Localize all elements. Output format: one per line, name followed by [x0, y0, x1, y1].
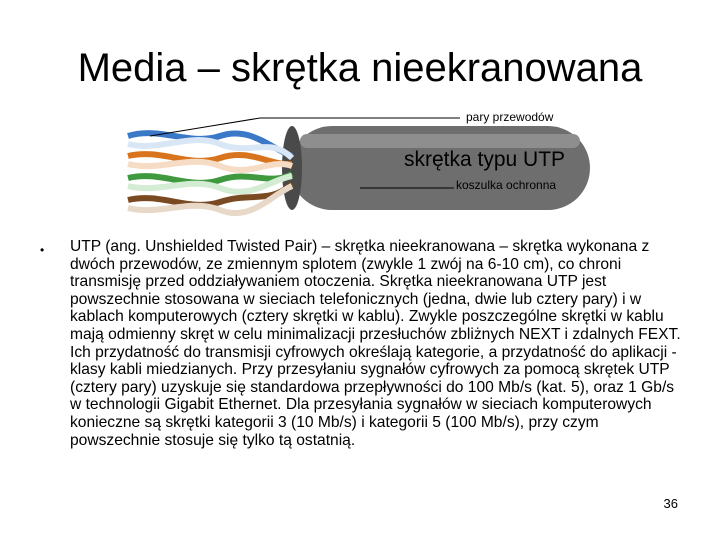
bullet-marker: • [40, 243, 45, 257]
page-number: 36 [663, 496, 678, 511]
slide-title: Media – skrętka nieekranowana [77, 46, 643, 90]
cable-end [282, 126, 302, 210]
body-paragraph: UTP (ang. Unshielded Twisted Pair) – skrętka nieekranowana – skrętka wykonana z dwóch przewodów, ze zmiennym splotem (zwykle 1 zwój na 6-10 cm), co chroni transmisję przed oddziaływaniem otoczenia. Skrętka nieekranowana UTP jest powszechnie stosowana w sieciach telefonicznych (jedna, dwie lub cztery pary) i w kablach komputerowych (cztery skrętki w kablu). Zwykle poszczególne skrętki w kablu mają odmienny skręt w celu minimalizacji przesłuchów zbliżnych NEXT i zdalnych FEXT. Ich przydatność do transmisji cyfrowych określają kategorie, a przydatność do aplikacji - klasy kabli miedzianych. Przy przesyłaniu sygnałów cyfrowych za pomocą skrętek UTP (cztery pary) uzyskuje się standardowa przepływności do 100 Mb/s (kat. 5), oraz 1 Gb/s w technologii Gigabit Ethernet. Dla przesyłania sygnałów w sieciach komputerowych konieczne są skrętki kategorii 3 (10 Mb/s) i kategorii 5 (100 Mb/s), przy czym powszechnie stosuje się tylko tą ostatnią. [70, 238, 681, 449]
utp-cable-figure [120, 96, 600, 226]
label-jacket: koszulka ochronna [456, 178, 557, 192]
wire-orange-white [128, 162, 292, 170]
cable-jacket-highlight [300, 134, 580, 148]
label-wire-pairs: pary przewodów [466, 110, 554, 124]
label-utp-cable: skrętka typu UTP [404, 148, 566, 171]
